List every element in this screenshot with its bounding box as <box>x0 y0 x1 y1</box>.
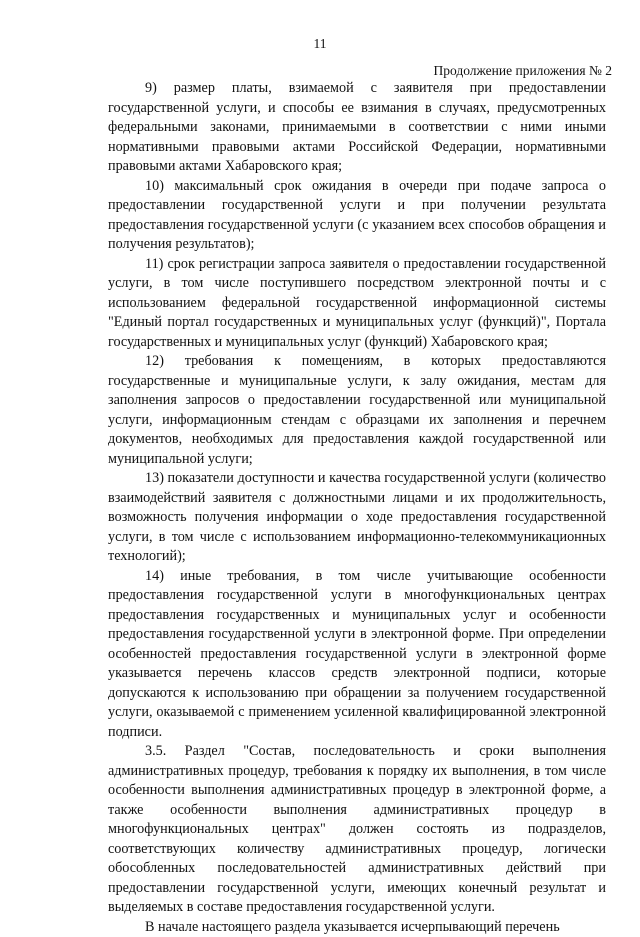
paragraph-item-11: 11) срок регистрации запроса заявителя о предоставлении государственной услуги, в том числе поступившего посредством электронной почты и с использованием федеральной государственной информационной системы "Единый портал государственных и муниципальных услуг (функций)", Портала государственных и муниципальных услуг (функций) Хабаровского края; <box>108 255 606 353</box>
paragraph-section-intro: В начале настоящего раздела указывается исчерпывающий перечень <box>108 918 606 937</box>
paragraph-item-14: 14) иные требования, в том числе учитывающие особенности предоставления государственной услуги в многофункциональных центрах предоставления государственных и муниципальных услуг и особенности предоставления государственной услуги в электронной форме. При определении особенностей предоставления государственной услуги в электронной форме указывается перечень классов средств электронной подписи, которые допускаются к использованию при обращении за получением государственной услуги, оказываемой с применением усиленной квалифицированной электронной подписи. <box>108 567 606 743</box>
paragraph-item-12: 12) требования к помещениям, в которых предоставляются государственные и муниципальные услуги, к залу ожидания, местам для заполнения запросов о предоставлении государственной или муниципальной услуги, информационным стендам с образцами их заполнения и перечнем документов, необходимых для предоставления каждой государственной или муниципальной услуги; <box>108 352 606 469</box>
paragraph-section-3-5: 3.5. Раздел "Состав, последовательность и сроки выполнения административных процедур, требования к порядку их выполнения, в том числе особенности выполнения административных процедур в электронной форме, а также особенности выполнения административных процедур в многофункциональных центрах" должен состоять из подразделов, соответствующих количеству административных процедур, логически обособленных последовательностей административных действий при предоставлении государственной услуги, имеющих конечный результат и выделяемых в составе предоставления государственной услуги. <box>108 742 606 918</box>
document-body <box>108 79 606 937</box>
appendix-continuation-label: Продолжение приложения № 2 <box>433 63 612 79</box>
paragraph-item-9: 9) размер платы, взимаемой с заявителя при предоставлении государственной услуги, и способы ее взимания в случаях, предусмотренных федеральными законами, принимаемыми в соответствии с ними иными нормативными правовыми актами Российской Федерации, нормативными правовыми актами Хабаровского края; <box>108 79 606 177</box>
paragraph-item-13: 13) показатели доступности и качества государственной услуги (количество взаимодействий заявителя с должностными лицами и их продолжительность, возможность получения информации о ходе предоставления государственной услуги, в том числе с использованием информационно-телекоммуникационных технологий); <box>108 469 606 567</box>
page-number: 11 <box>0 36 640 52</box>
paragraph-item-10: 10) максимальный срок ожидания в очереди при подаче запроса о предоставлении государственной услуги и при получении результата предоставления государственной услуги (с указанием всех способов обращения и получения результатов); <box>108 177 606 255</box>
